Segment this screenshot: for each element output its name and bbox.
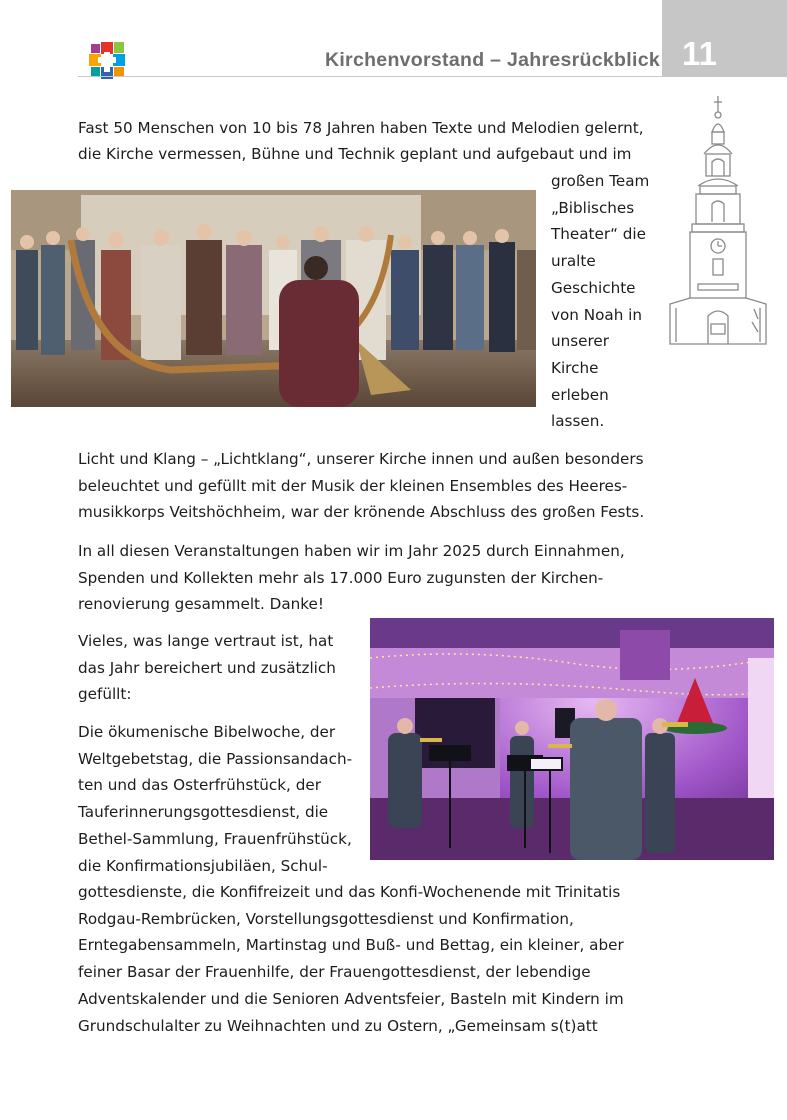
intro-side-column — [551, 168, 661, 435]
events-line: Weltgebetstag, die Passionsandach- — [78, 749, 353, 768]
intro-side-line: Theater“ die — [551, 225, 646, 244]
intro-side-line: lassen. — [551, 412, 605, 431]
events-line: die Konfirmationsjubiläen, Schul- — [78, 856, 328, 875]
intro-side-line: unserer — [551, 332, 610, 351]
vieles-line: gefüllt: — [78, 685, 132, 704]
events-line: Tauferinnerungsgottesdienst, die — [78, 803, 329, 822]
lichtklang-line: beleuchtet und gefüllt mit der Musik der kleinen Ensembles des Heeres- — [78, 476, 628, 495]
events-line: Erntegabensammeln, Martinstag und Buß- und Bettag, ein kleiner, aber — [78, 936, 624, 955]
intro-line-1: Fast 50 Menschen von 10 bis 78 Jahren haben Texte und Melodien gelernt, — [78, 119, 644, 137]
donations-line: In all diesen Veranstaltungen haben wir im Jahr 2025 durch Einnahmen, — [78, 542, 625, 560]
donations-line: Spenden und Kollekten mehr als 17.000 Euro zugunsten der Kirchen- — [78, 568, 604, 587]
events-line: Rodgau-Rembrücken, Vorstellungsgottesdienst und Konfirmation, — [78, 909, 574, 928]
header-divider — [78, 76, 662, 77]
intro-side-line: „Biblisches — [551, 198, 635, 217]
vieles-line: das Jahr bereichert und zusätzlich — [78, 658, 336, 677]
lichtklang-concert-photo — [370, 618, 774, 860]
lichtklang-paragraph — [78, 446, 658, 526]
events-paragraph-narrow — [78, 719, 368, 879]
intro-side-line: Kirche — [551, 358, 599, 377]
events-line: ten und das Osterfrühstück, der — [78, 776, 321, 795]
lichtklang-line: musikkorps Veitshöchheim, war der krönende Abschluss des großen Fests. — [78, 503, 645, 522]
intro-side-line: Geschichte — [551, 278, 636, 297]
events-line: gottesdienste, die Konfifreizeit und das Konfi-Wochenende mit Trinitatis — [78, 883, 621, 901]
lichtklang-line: Licht und Klang – „Lichtklang“, unserer Kirche innen und außen besonders — [78, 450, 644, 468]
donations-line: renovierung gesammelt. Danke! — [78, 595, 324, 614]
events-line: Bethel-Sammlung, Frauenfrühstück, — [78, 829, 352, 848]
page-number-box — [662, 0, 787, 77]
intro-side-line: uralte — [551, 252, 596, 271]
intro-side-line: erleben — [551, 385, 609, 404]
intro-side-line: großen Team — [551, 172, 650, 190]
church-tower-drawing-icon — [668, 94, 768, 348]
page-number: 11 — [682, 35, 717, 72]
vieles-line: Vieles, was lange vertraut ist, hat — [78, 632, 334, 650]
events-line: Die ökumenische Bibelwoche, der — [78, 723, 336, 741]
events-line: Grundschulalter zu Weihnachten und zu Ostern, „Gemeinsam s(t)att — [78, 1016, 598, 1035]
events-line: Adventskalender und die Senioren Adventsfeier, Basteln mit Kindern im — [78, 989, 624, 1008]
events-line: feiner Basar der Frauenhilfe, der Frauengottesdienst, der lebendige — [78, 963, 591, 982]
vieles-paragraph — [78, 628, 363, 708]
intro-line-2: die Kirche vermessen, Bühne und Technik geplant und aufgebaut und im — [78, 145, 632, 163]
donations-paragraph — [78, 538, 658, 618]
intro-side-line: von Noah in — [551, 305, 642, 324]
biblisches-theater-photo — [11, 190, 536, 407]
events-paragraph-wide — [78, 879, 658, 1039]
header-title: Kirchenvorstand – Jahresrückblick — [324, 49, 660, 71]
